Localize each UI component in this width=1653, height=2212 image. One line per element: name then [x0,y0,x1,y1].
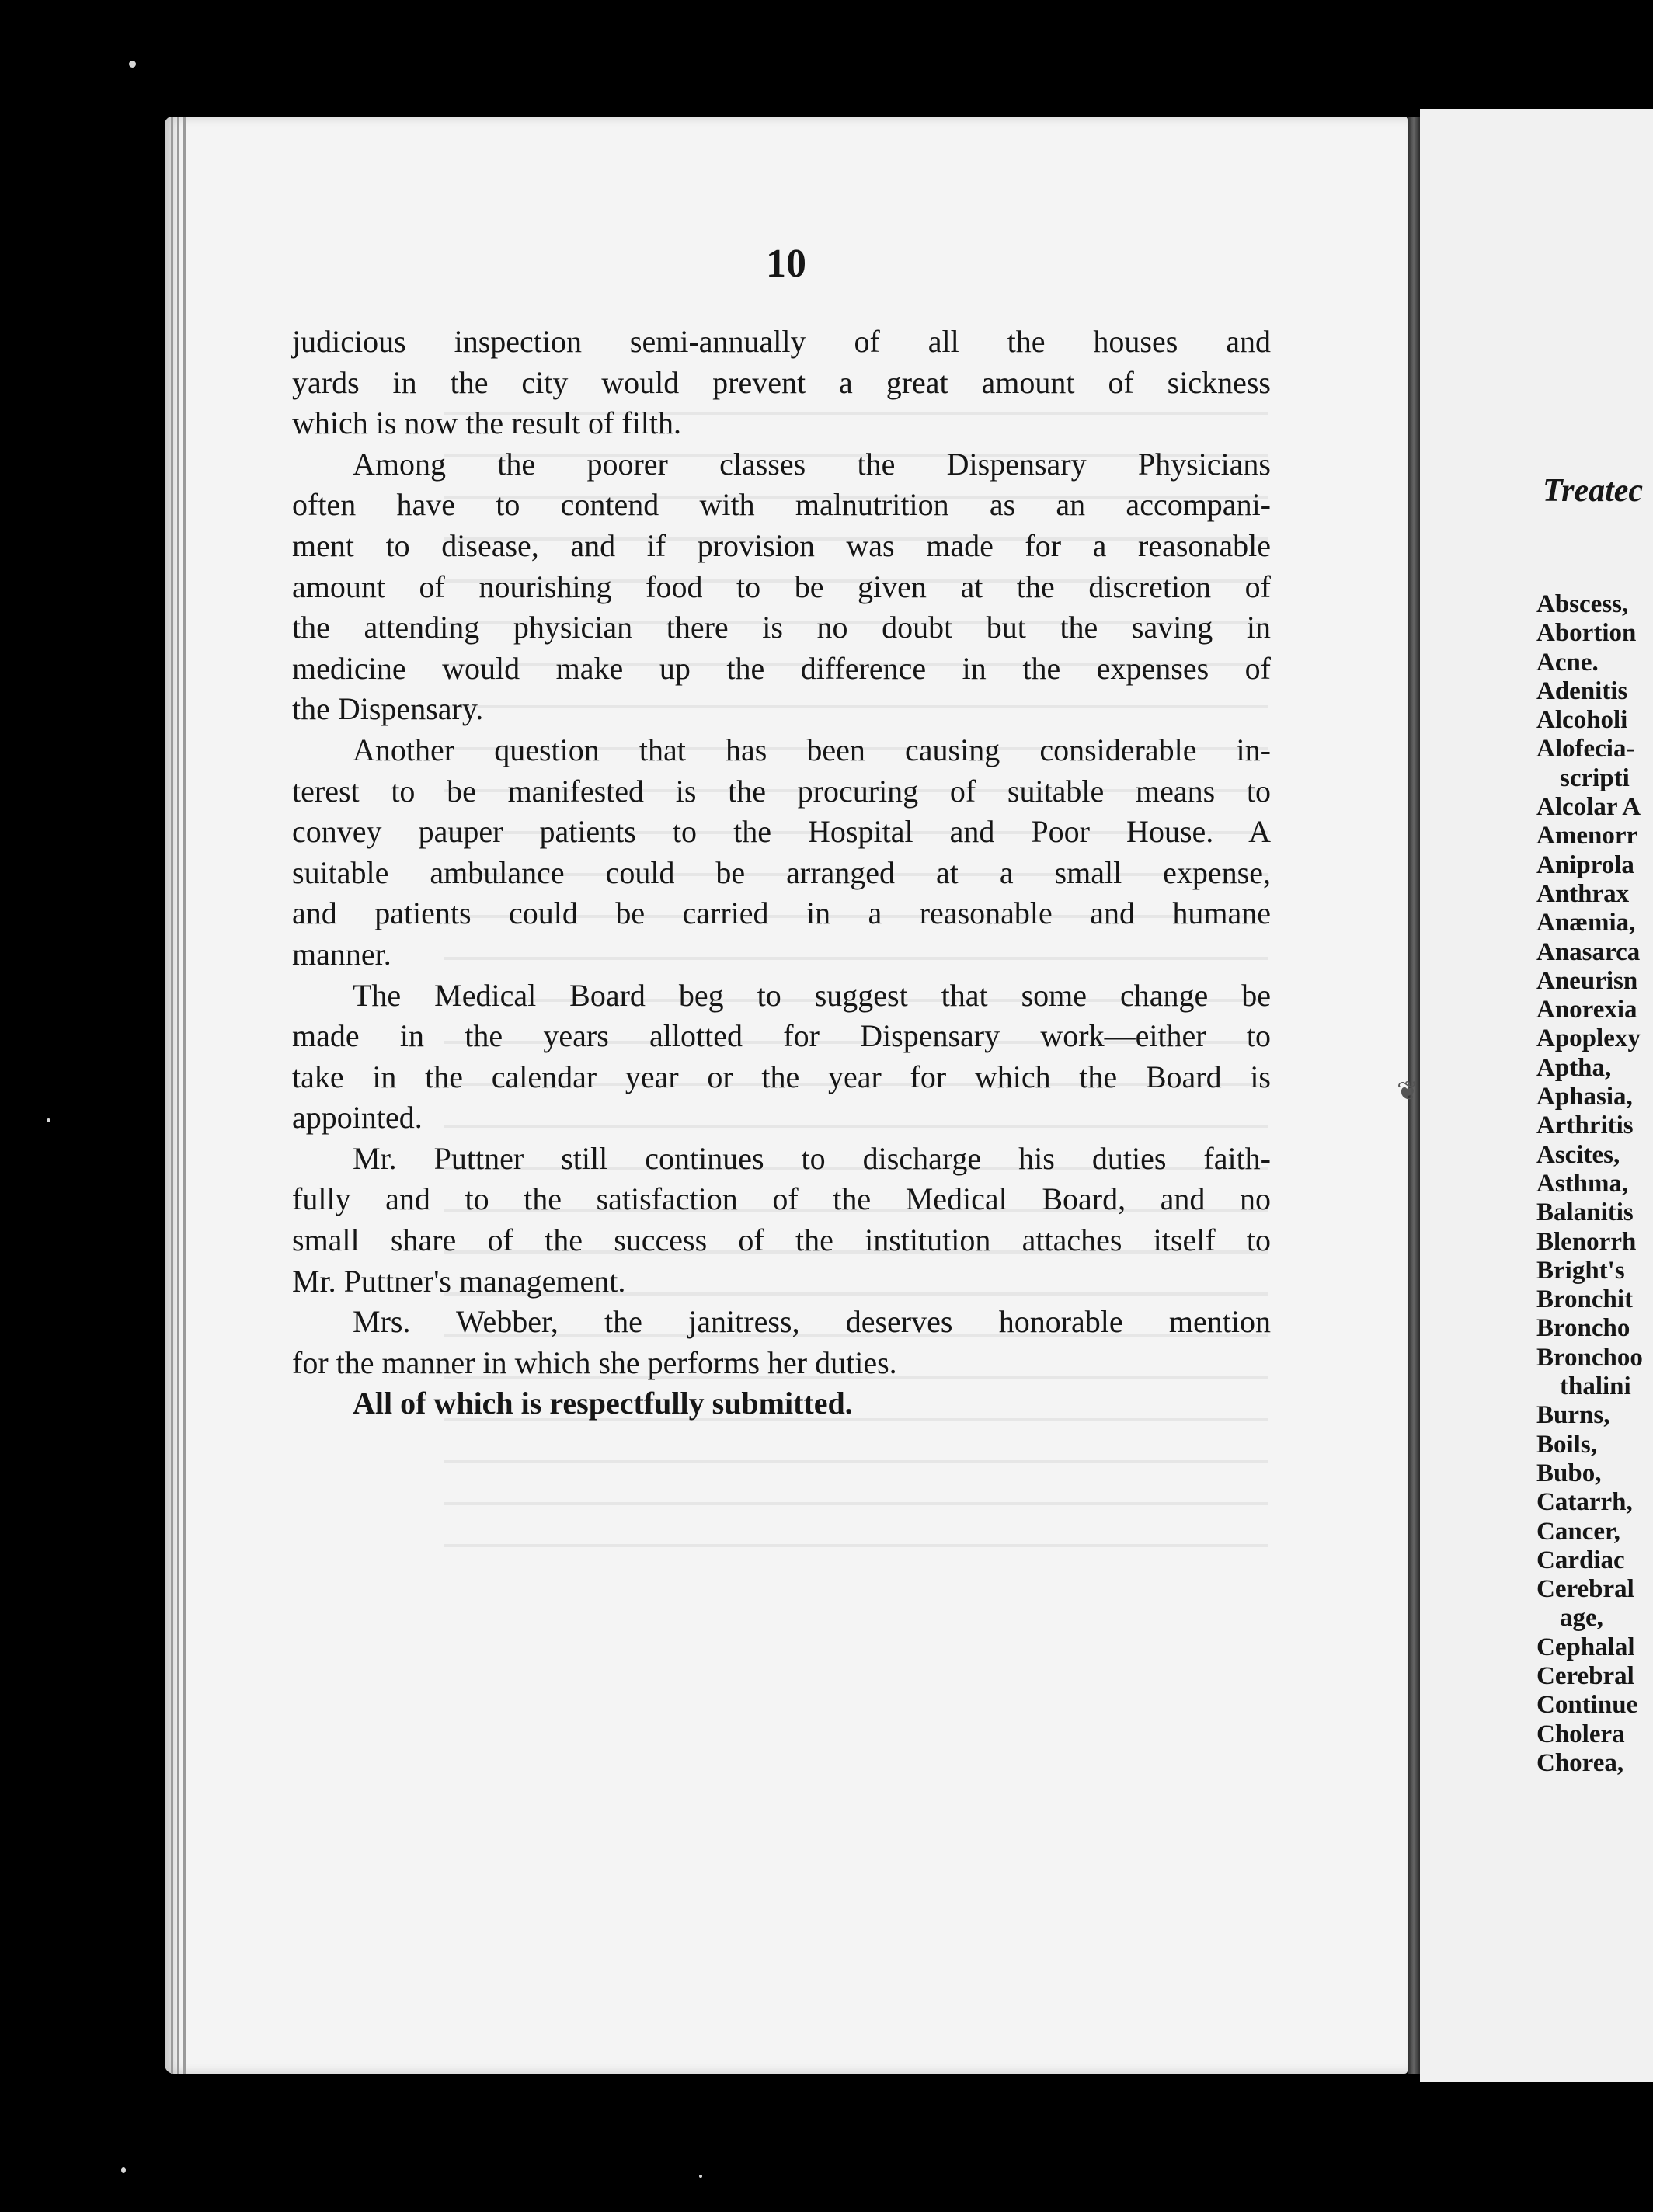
text-line: small share of the success of the institution attaches itself to [292,1223,1271,1258]
disease-list-item: Balanitis [1536,1198,1634,1227]
disease-list-item: Apoplexy [1536,1024,1641,1053]
text-line: take in the calendar year or the year for which the Board is [292,1059,1271,1094]
disease-list-item: Cholera [1536,1720,1625,1748]
text-line: convey pauper patients to the Hospital and Poor House. A [292,814,1271,850]
dust-speck [699,2175,702,2178]
text-line: suitable ambulance could be arranged at a small expense, [292,854,1271,890]
disease-list-item: Ascites, [1536,1140,1620,1169]
diseases-list [1536,590,1643,1778]
disease-list-item: Bubo, [1536,1459,1602,1487]
text-line: the attending physician there is no doubt but the saving in [292,610,1271,645]
disease-list-item: Cardiac [1536,1546,1625,1574]
disease-list-item: Alofecia- [1536,735,1635,763]
text-line: judicious inspection semi-annually of all the houses and [292,324,1271,359]
text-line: yards in the city would prevent a great amount of sickness [292,364,1271,400]
disease-list-item: Burns, [1536,1401,1610,1430]
disease-list-item: Acne. [1536,648,1599,676]
disease-list-item: Aniprola [1536,850,1634,879]
disease-list-item: Broncho [1536,1314,1630,1343]
disease-list-item: Alcoholi [1536,706,1628,735]
disease-list-item: Cerebral [1536,1661,1634,1690]
dust-speck [129,61,136,68]
disease-list-item: scripti [1560,763,1630,792]
disease-list-item: Asthma, [1536,1169,1629,1198]
disease-list-item: Cerebral [1536,1575,1634,1604]
disease-list-item: Amenorr [1536,822,1638,850]
right-page-heading: Treatec [1543,473,1644,509]
text-line: medicine would make up the difference in the expenses of [292,650,1271,686]
disease-list-item: Anæmia, [1536,909,1636,937]
page-edge-line [183,117,186,2074]
disease-list-item: age, [1560,1604,1603,1633]
text-line: appointed. [292,1100,423,1136]
page-edge-line [171,117,173,2074]
text-line: Among the poorer classes the Dispensary Physicians [353,446,1271,482]
page-number: 10 [766,242,806,286]
disease-list-item: Catarrh, [1536,1488,1633,1517]
text-line: often have to contend with malnutrition as an accompani- [292,487,1271,523]
disease-list-item: Cancer, [1536,1517,1620,1546]
text-line: Mr. Puttner still continues to discharge his duties faith- [353,1140,1271,1176]
text-line: which is now the result of filth. [292,405,682,441]
text-line: ment to disease, and if provision was made for a reasonable [292,527,1271,563]
disease-list-item: Bronchoo [1536,1343,1643,1372]
report-body-text [292,322,1271,1424]
disease-list-item: Aneurisn [1536,966,1638,995]
disease-list-item: Continue [1536,1691,1638,1720]
disease-list-item: Abortion [1536,619,1637,648]
right-page [1420,109,1653,2082]
disease-list-item: Blenorrh [1536,1227,1637,1256]
text-line: Mr. Puttner's management. [292,1263,626,1299]
text-line: Another question that has been causing considerable in- [353,732,1271,767]
text-line: terest to be manifested is the procuring of suitable means to [292,773,1271,809]
disease-list-item: Bright's [1536,1256,1625,1285]
text-line: manner. [292,936,392,972]
disease-list-item: Boils, [1536,1430,1597,1459]
disease-list-item: Cephalal [1536,1633,1635,1661]
disease-list-item: Arthritis [1536,1111,1634,1140]
text-line: Mrs. Webber, the janitress, deserves honorable mention [353,1304,1271,1340]
disease-list-item: Adenitis [1536,676,1628,705]
flower-ornament-icon: ❦ [1397,1076,1419,1107]
dust-speck [121,2167,126,2173]
disease-list-item: Alcolar A [1536,793,1641,822]
disease-list-item: thalini [1560,1372,1631,1401]
disease-list-item: Anasarca [1536,937,1641,966]
text-line: The Medical Board beg to suggest that some change be [353,977,1271,1013]
text-line: fully and to the satisfaction of the Medical Board, and no [292,1181,1271,1217]
disease-list-item: Aptha, [1536,1053,1612,1082]
dust-speck [47,1118,50,1122]
disease-list-item: Anorexia [1536,996,1637,1024]
text-line: made in the years allotted for Dispensary work—either to [292,1018,1271,1054]
page-edge-line [177,117,179,2074]
left-page [165,117,1408,2074]
disease-list-item: Abscess, [1536,590,1629,618]
disease-list-item: Aphasia, [1536,1083,1633,1111]
disease-list-item: Chorea, [1536,1748,1624,1777]
disease-list-item: Anthrax [1536,879,1630,908]
text-line: and patients could be carried in a reasonable and humane [292,896,1271,931]
text-line: the Dispensary. [292,691,484,727]
text-line: for the manner in which she performs her duties. [292,1344,897,1380]
disease-list-item: Bronchit [1536,1285,1634,1314]
closing-line: All of which is respectfully submitted. [353,1386,853,1421]
text-line: amount of nourishing food to be given at the discretion of [292,569,1271,604]
